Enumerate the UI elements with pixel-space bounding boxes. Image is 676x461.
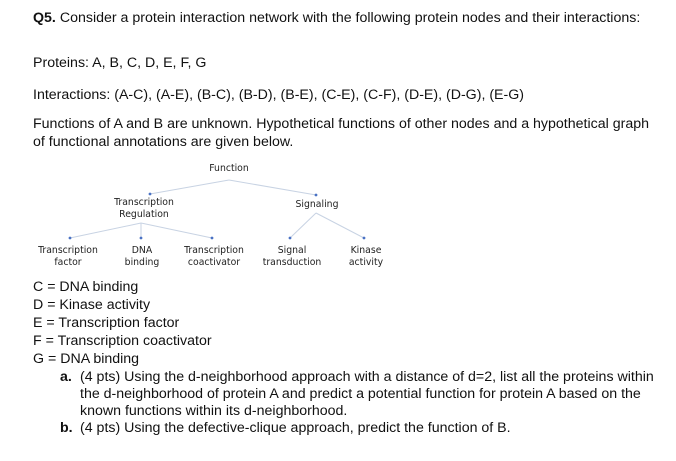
edge-regulation-transcription-factor xyxy=(70,223,141,238)
annotation-d: D = Kinase activity xyxy=(33,297,151,313)
node-transcription-factor xyxy=(30,245,106,269)
annotation-e: E = Transcription factor xyxy=(33,315,180,331)
annotation-c: C = DNA binding xyxy=(33,279,139,295)
node-function xyxy=(204,163,254,175)
node-label-line1: Transcription xyxy=(38,245,98,256)
edge-function-transcription-regulation xyxy=(150,180,229,194)
edge-signaling-signal-transduction xyxy=(290,213,316,238)
node-function-label: Function xyxy=(209,163,249,174)
node-dna-binding xyxy=(113,245,171,269)
edge-signaling-kinase-activity xyxy=(316,213,364,238)
question-number: Q5. xyxy=(33,10,56,26)
node-kinase-activity xyxy=(338,245,394,269)
node-label-line2: binding xyxy=(124,257,160,268)
question-stem xyxy=(33,9,653,27)
annotation-f: F = Transcription coactivator xyxy=(33,333,212,349)
part-a-text: (4 pts) Using the d-neighborhood approach with a distance of d=2, list all the proteins within the d-neighborhood of protein A and predict a potential function for protein A based on the known functions within its d-neighborhood. xyxy=(80,369,654,419)
node-label-line2: activity xyxy=(348,257,384,268)
node-label-line2: factor xyxy=(54,257,82,268)
part-b-marker: b. xyxy=(60,420,73,436)
arrow-tip-dna-binding xyxy=(140,237,143,240)
functions-intro: Functions of A and B are unknown. Hypothetical functions of other nodes and a hypothetical graph of functional annotations are given below. xyxy=(33,116,649,150)
protein-annotations xyxy=(33,278,212,368)
node-transcription-coactivator xyxy=(176,245,252,269)
proteins-list: Proteins: A, B, C, D, E, F, G xyxy=(33,55,207,71)
node-label-line1: DNA xyxy=(131,245,153,256)
arrow-tip-transcription-factor xyxy=(69,237,72,240)
node-signal-transduction xyxy=(254,245,330,269)
node-label-line1: Signaling xyxy=(295,199,339,210)
arrow-tip-signaling xyxy=(315,194,318,197)
arrow-tip-transcription-regulation xyxy=(149,193,152,196)
part-a-marker: a. xyxy=(60,369,72,385)
part-b-text: (4 pts) Using the defective-clique approach, predict the function of B. xyxy=(80,420,511,436)
node-label-line2: transduction xyxy=(262,257,322,268)
node-label-line1: Transcription xyxy=(184,245,244,256)
node-transcription-regulation xyxy=(106,197,182,221)
edge-regulation-coactivator xyxy=(141,223,212,238)
node-label-line1: Transcription xyxy=(114,197,174,208)
node-label-line1: Kinase xyxy=(350,245,382,256)
node-label-line1: Signal xyxy=(277,245,307,256)
arrow-tip-kinase-activity xyxy=(363,237,366,240)
question-stem-text: Consider a protein interaction network with the following protein nodes and their interactions: xyxy=(59,10,641,26)
node-label-line2: coactivator xyxy=(187,257,241,268)
annotation-g: G = DNA binding xyxy=(33,351,140,367)
interactions-list: Interactions: (A-C), (A-E), (B-C), (B-D), (B-E), (C-E), (C-F), (D-E), (D-G), (E-G) xyxy=(33,87,524,103)
edge-function-signaling xyxy=(229,180,316,195)
node-signaling xyxy=(286,199,348,211)
arrow-tip-signal-transduction xyxy=(289,237,292,240)
arrow-tip-coactivator xyxy=(211,237,214,240)
node-label-line2: Regulation xyxy=(119,209,169,220)
